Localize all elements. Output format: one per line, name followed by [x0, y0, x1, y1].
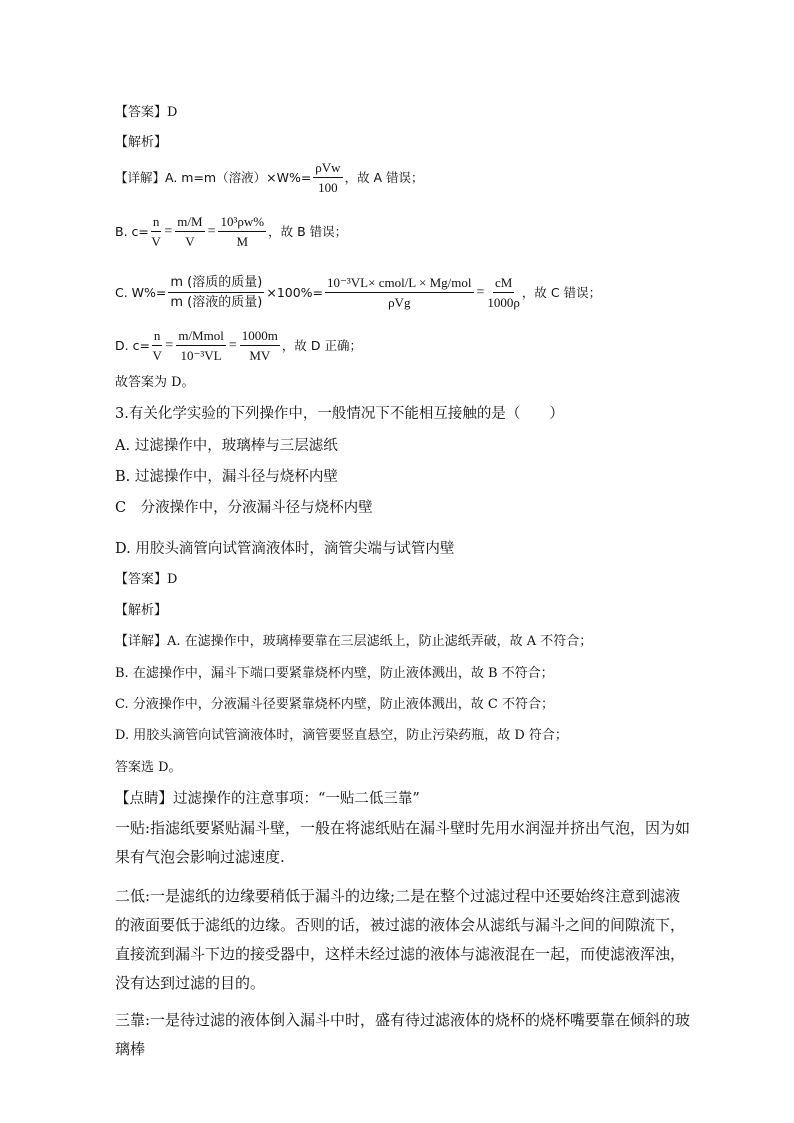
fraction [240, 328, 280, 363]
answer-label-2: 【答案】D [115, 572, 178, 587]
fraction [487, 275, 520, 310]
fraction-denominator: V [151, 234, 161, 249]
detail-a-line [115, 160, 694, 195]
fraction [168, 275, 264, 310]
line-d-suffix: ，故 D 正确； [281, 337, 362, 353]
fraction [176, 328, 226, 363]
option-c: C 分液操作中，分液漏斗径与烧杯内壁 [115, 500, 373, 516]
option-a: A. 过滤操作中，玻璃棒与三层滤纸 [115, 438, 338, 454]
analysis-label-2: 【解析】 [115, 603, 168, 618]
fraction-numerator: m/M [175, 214, 204, 232]
fraction [218, 214, 266, 249]
detail-a-prefix: 【详解】A. m=m（溶液）×W%= [115, 169, 312, 185]
fraction-denominator: MV [249, 348, 271, 363]
fraction [151, 214, 162, 249]
detail-line-a: 【详解】A. 在滤操作中，玻璃棒要靠在三层滤纸上，防止滤纸弄破，故 A 不符合； [115, 634, 593, 649]
option-b: B. 过滤操作中，漏斗径与烧杯内壁 [115, 469, 338, 485]
equals-sign: = [228, 337, 237, 353]
fraction-numerator: cM [493, 275, 514, 293]
fraction [325, 275, 473, 310]
fraction-denominator: M [236, 234, 249, 249]
equals-sign: = [207, 223, 216, 239]
line-c-prefix: C. W%= [115, 284, 167, 300]
tip-heading: 【点睛】过滤操作的注意事项：“一贴二低三靠” [115, 791, 420, 807]
fraction [313, 160, 342, 195]
paragraph-three-lean: 三靠:一是待过滤的液体倒入漏斗中时，盛有待过滤液体的烧杯的烧杯嘴要靠在倾斜的玻璃棒 [115, 1011, 691, 1058]
detail-line-d: D. 用胶头滴管向试管滴液体时，滴管要竖直悬空，防止污染药瓶，故 D 符合； [115, 728, 568, 743]
fraction [152, 328, 163, 363]
fraction-denominator: V [185, 234, 195, 249]
fraction-denominator: V [152, 348, 162, 363]
answer-label-1: 【答案】D [115, 105, 178, 120]
fraction-denominator: ρVg [388, 295, 411, 310]
fraction-numerator: m/Mmol [176, 328, 226, 346]
fraction-denominator: 1000ρ [487, 295, 520, 310]
line-b-suffix: ，故 B 错误； [268, 223, 348, 239]
question-3-stem: 3.有关化学实验的下列操作中，一般情况下不能相互接触的是（ ） [115, 406, 564, 422]
detail-line-c: C. 分液操作中，分液漏斗径要紧靠烧杯内壁，防止液体溅出，故 C 不符合； [115, 697, 554, 712]
paragraph-one-stick: 一贴:指滤纸要紧贴漏斗壁，一般在将滤纸贴在漏斗壁时先用水润湿并挤出气泡，因为如果有气泡会影响过滤速度. [115, 819, 691, 866]
line-c-suffix: ，故 C 错误； [521, 284, 602, 300]
fraction-denominator: 100 [318, 180, 338, 195]
detail-a-suffix: ，故 A 错误； [344, 169, 424, 185]
fraction-denominator: 10⁻³VL [180, 348, 222, 363]
line-b-prefix: B. c= [115, 223, 149, 239]
fraction-numerator: m (溶质的质量) [168, 275, 264, 293]
fraction-numerator: 1000m [240, 328, 280, 346]
fraction-numerator: n [151, 214, 162, 232]
equals-sign: = [476, 284, 485, 300]
fraction [175, 214, 204, 249]
analysis-label-1: 【解析】 [115, 135, 168, 150]
line-d-prefix: D. c= [115, 337, 150, 353]
option-d: D. 用胶头滴管向试管滴液体时，滴管尖端与试管内壁 [115, 541, 455, 557]
equals-sign: = [164, 223, 173, 239]
fraction-numerator: n [152, 328, 163, 346]
fraction-numerator: ρVw [313, 160, 342, 178]
line-c-mid: ×100%= [266, 284, 324, 300]
fraction-numerator: 10⁻³VL× cmol/L × Mg/mol [325, 275, 473, 293]
equals-sign: = [165, 337, 174, 353]
fraction-numerator: 10³ρw% [218, 214, 266, 232]
fraction-denominator: m (溶液的质量) [170, 295, 263, 310]
paragraph-two-low: 二低:一是滤纸的边缘要稍低于漏斗的边缘;二是在整个过滤过程中还要始终注意到滤液的液面要低于滤纸的边缘。否则的话，被过滤的液体会从滤纸与漏斗之间的间隙流下，直接流到漏斗下边的接受器中，这样未经过滤的液体与滤液混在一起，而使滤液浑浊，没有达到过滤的目的。 [115, 887, 686, 992]
line-b [115, 214, 694, 249]
conclusion-2: 答案选 D。 [115, 760, 182, 775]
line-c [115, 275, 694, 310]
detail-line-b: B. 在滤操作中，漏斗下端口要紧靠烧杯内壁，防止液体溅出，故 B 不符合； [115, 666, 554, 681]
line-d [115, 328, 694, 363]
conclusion-1: 故答案为 D。 [115, 375, 195, 390]
